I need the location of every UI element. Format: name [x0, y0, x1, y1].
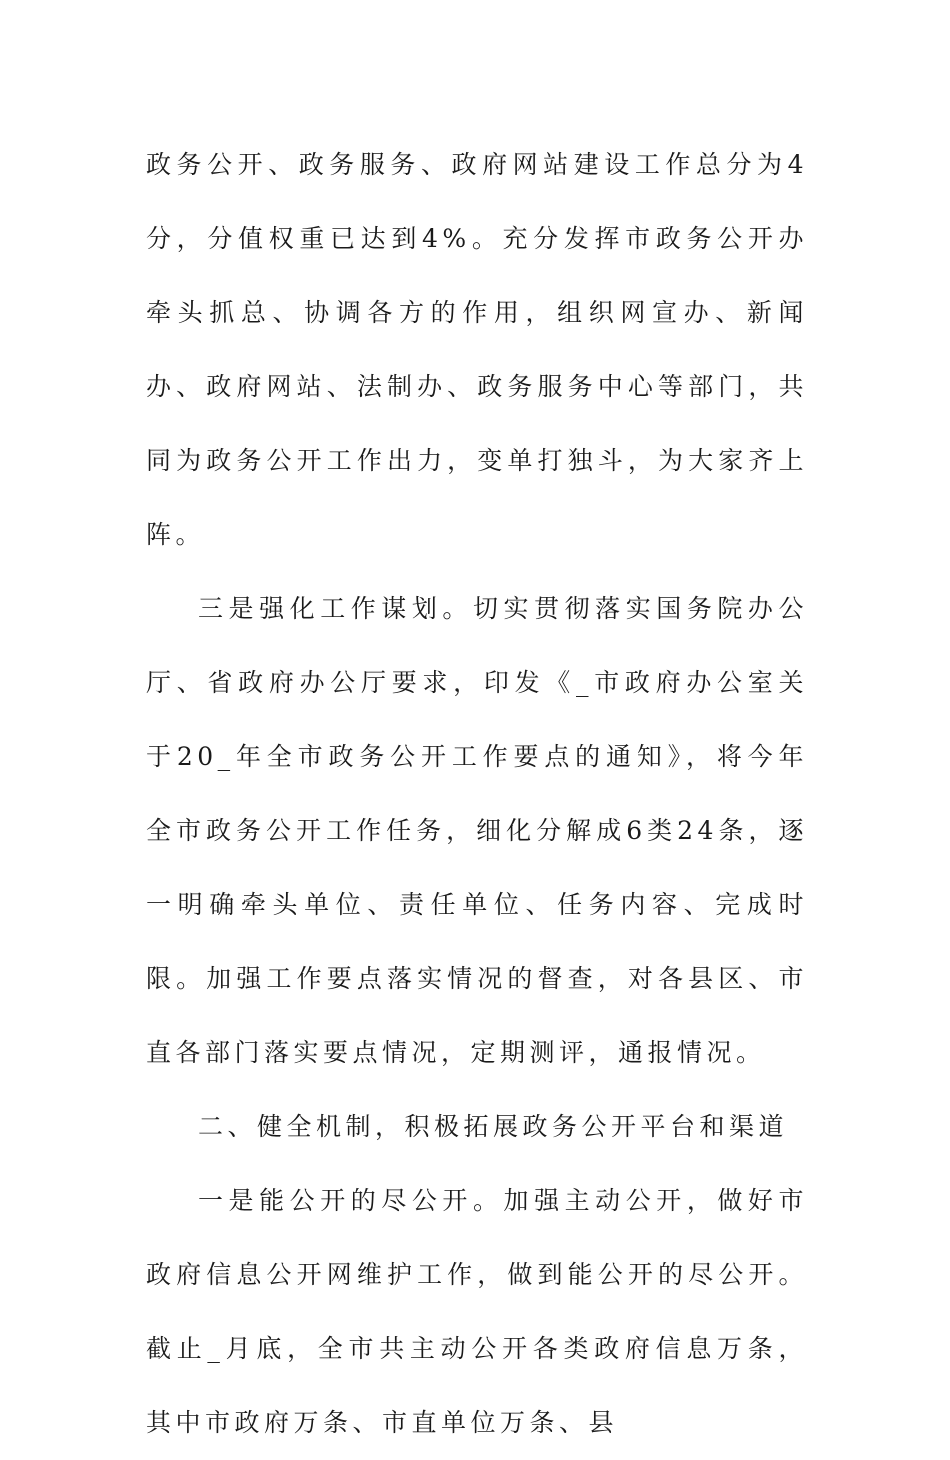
paragraph-work-planning: 三是强化工作谋划。切实贯彻落实国务院办公厅、省政府办公厅要求，印发《_市政府办公室关于20_年全市政务公开工作要点的通知》，将今年全市政务公开工作任务，细化分解成6类24条，逐一明确牵头单位、责任单位、任务内容、完成时限。加强工作要点落实情况的督查，对各县区、市直各部门落实要点情况，定期测评，通报情况。 [146, 594, 808, 1067]
paragraph-continued: 政务公开、政务服务、政府网站建设工作总分为4分，分值权重已达到4%。充分发挥市政务公开办牵头抓总、协调各方的作用，组织网宣办、新闻办、政府网站、法制办、政务服务中心等部门，共同为政务公开工作出力，变单打独斗，为大家齐上阵。 [146, 150, 808, 549]
section-heading: 二、健全机制，积极拓展政务公开平台和渠道 [198, 1112, 789, 1141]
paragraph-disclosure: 一是能公开的尽公开。加强主动公开，做好市政府信息公开网维护工作，做到能公开的尽公开。截止_月底，全市共主动公开各类政府信息万条，其中市政府万条、市直单位万条、县 [146, 1186, 808, 1437]
document-body [146, 128, 808, 1460]
